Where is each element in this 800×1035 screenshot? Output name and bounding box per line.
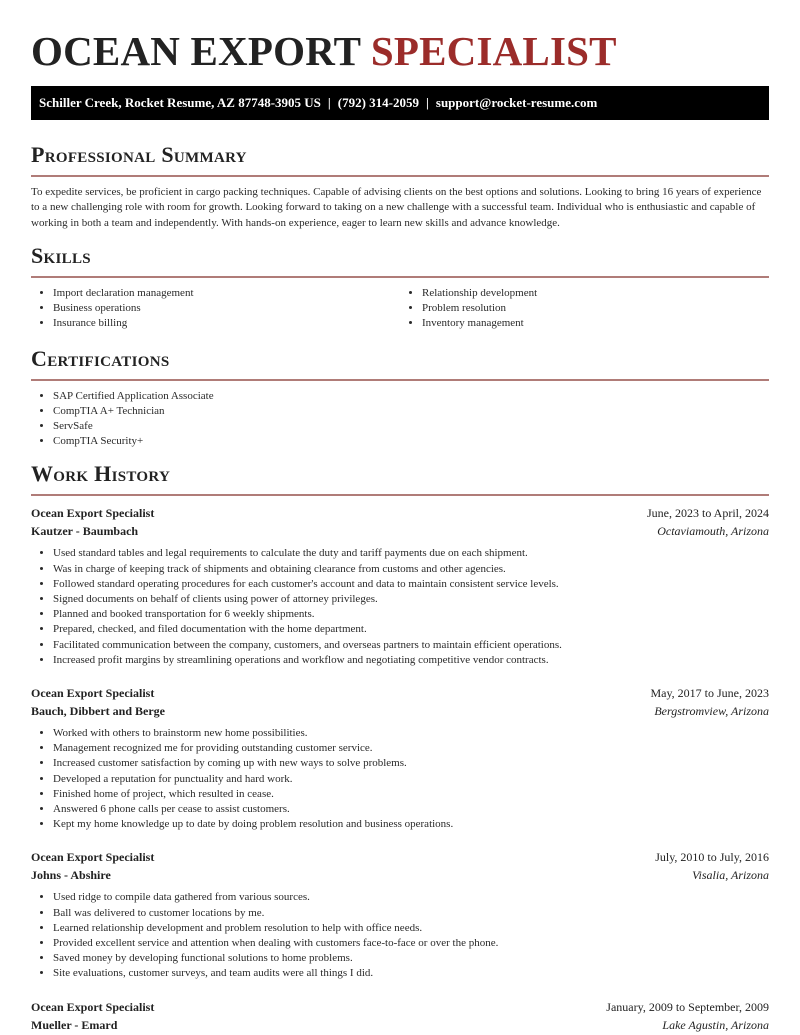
job-bullet: • Planned and booked transportation for 6 weekly shipments. (53, 607, 769, 622)
contact-email[interactable]: support@rocket-resume.com (435, 95, 598, 110)
certifications-list (31, 389, 769, 450)
skill-item: • Import declaration management (53, 286, 400, 301)
certification-item: • CompTIA A+ Technician (53, 404, 769, 419)
certification-item: • CompTIA Security+ (53, 434, 769, 449)
job-location: Octaviamouth, Arizona (657, 524, 769, 539)
job-entry (31, 684, 769, 832)
job-entry (31, 998, 769, 1034)
job-bullet: • Worked with others to brainstorm new home possibilities. (53, 726, 769, 741)
job-bullet: • Provided excellent service and attention when dealing with customers face-to-face or over the phone. (53, 936, 769, 951)
job-location: Lake Agustin, Arizona (662, 1017, 769, 1032)
job-bullet: • Was in charge of keeping track of shipments and obtaining clearance from customs and other agencies. (53, 562, 769, 577)
job-dates: July, 2010 to July, 2016 (655, 850, 769, 865)
section-title: Skills (31, 242, 91, 268)
job-bullet: • Kept my home knowledge up to date by doing problem resolution and business operations. (53, 817, 769, 832)
job-bullets (31, 546, 769, 668)
job-bullet: • Answered 6 phone calls per cease to assist customers. (53, 802, 769, 817)
separator: | (327, 95, 331, 110)
section-divider (31, 175, 769, 177)
certification-item: • SAP Certified Application Associate (53, 389, 769, 404)
job-dates: May, 2017 to June, 2023 (650, 685, 769, 700)
name-part-1: OCEAN EXPORT (31, 28, 361, 74)
job-bullet: • Increased profit margins by streamlining operations and workflow and negotiating competitive vendor contracts. (53, 653, 769, 668)
job-bullet: • Developed a reputation for punctuality and hard work. (53, 772, 769, 787)
job-bullet: • Site evaluations, customer surveys, and team audits were all things I did. (53, 966, 769, 981)
job-company: Kautzer - Baumbach (31, 524, 139, 539)
skills-columns (31, 286, 769, 332)
contact-phone: (792) 314-2059 (337, 95, 420, 110)
job-bullet: • Learned relationship development and problem resolution to help with office needs. (53, 921, 769, 936)
job-title: Ocean Export Specialist (31, 685, 155, 700)
skill-item: • Insurance billing (53, 316, 400, 331)
name-part-2: SPECIALIST (370, 28, 617, 74)
job-dates: January, 2009 to September, 2009 (606, 999, 769, 1014)
skills-left-list (31, 286, 400, 332)
job-entry (31, 504, 769, 668)
contact-bar (31, 86, 769, 120)
job-bullet: • Followed standard operating procedures for each customer's account and data to maintain consistent service levels. (53, 577, 769, 592)
skills-section (31, 243, 769, 332)
job-bullet: • Prepared, checked, and filed documentation with the home department. (53, 622, 769, 637)
section-divider (31, 379, 769, 381)
skill-item: • Problem resolution (422, 301, 769, 316)
job-bullet: • Finished home of project, which resulted in cease. (53, 787, 769, 802)
skill-item: • Relationship development (422, 286, 769, 301)
job-bullets (31, 890, 769, 981)
job-title: Ocean Export Specialist (31, 999, 155, 1014)
section-divider (31, 276, 769, 278)
job-location: Visalia, Arizona (692, 868, 769, 883)
skills-right-list (400, 286, 769, 332)
job-company: Mueller - Emard (31, 1017, 118, 1032)
job-bullet: • Facilitated communication between the company, customers, and overseas partners to maintain efficient operations. (53, 638, 769, 653)
certification-item: • ServSafe (53, 419, 769, 434)
work-history-section (31, 461, 769, 1033)
job-title: Ocean Export Specialist (31, 850, 155, 865)
job-company: Johns - Abshire (31, 868, 111, 883)
job-company: Bauch, Dibbert and Berge (31, 703, 166, 718)
job-bullet: • Ball was delivered to customer locations by me. (53, 906, 769, 921)
job-bullet: • Management recognized me for providing outstanding customer service. (53, 741, 769, 756)
resume-name (31, 0, 769, 74)
section-title: Certifications (31, 345, 170, 371)
job-title: Ocean Export Specialist (31, 506, 155, 521)
job-bullet: • Used standard tables and legal requirements to calculate the duty and tariff payments due on each shipment. (53, 546, 769, 561)
job-dates: June, 2023 to April, 2024 (647, 506, 769, 521)
summary-text: To expedite services, be proficient in cargo packing techniques. Capable of advising clients on the best options and solutions. Looking to bring 16 years of experience to a new challenging role with room for growth. Looking forward to taking on a new challenge with a successful team. Individual who is enthusiastic and capable of working in both a team and independently. With hands-on experience, eager to learn new skills and advance knowledge. (31, 186, 762, 229)
section-title: Work History (31, 461, 171, 487)
job-bullets (31, 726, 769, 832)
job-bullet: • Used ridge to compile data gathered from various sources. (53, 890, 769, 905)
section-title: Professional Summary (31, 142, 247, 167)
job-bullet: • Signed documents on behalf of clients using power of attorney privileges. (53, 592, 769, 607)
job-location: Bergstromview, Arizona (654, 703, 769, 718)
skill-item: • Business operations (53, 301, 400, 316)
summary-section (31, 142, 769, 231)
contact-address: Schiller Creek, Rocket Resume, AZ 87748-3905 US (39, 95, 321, 110)
section-divider (31, 494, 769, 496)
job-entry (31, 848, 769, 981)
job-bullet: • Increased customer satisfaction by coming up with new ways to solve problems. (53, 756, 769, 771)
certifications-section (31, 346, 769, 450)
job-bullet: • Saved money by developing functional solutions to home problems. (53, 951, 769, 966)
separator: | (426, 95, 429, 110)
skill-item: • Inventory management (422, 316, 769, 331)
